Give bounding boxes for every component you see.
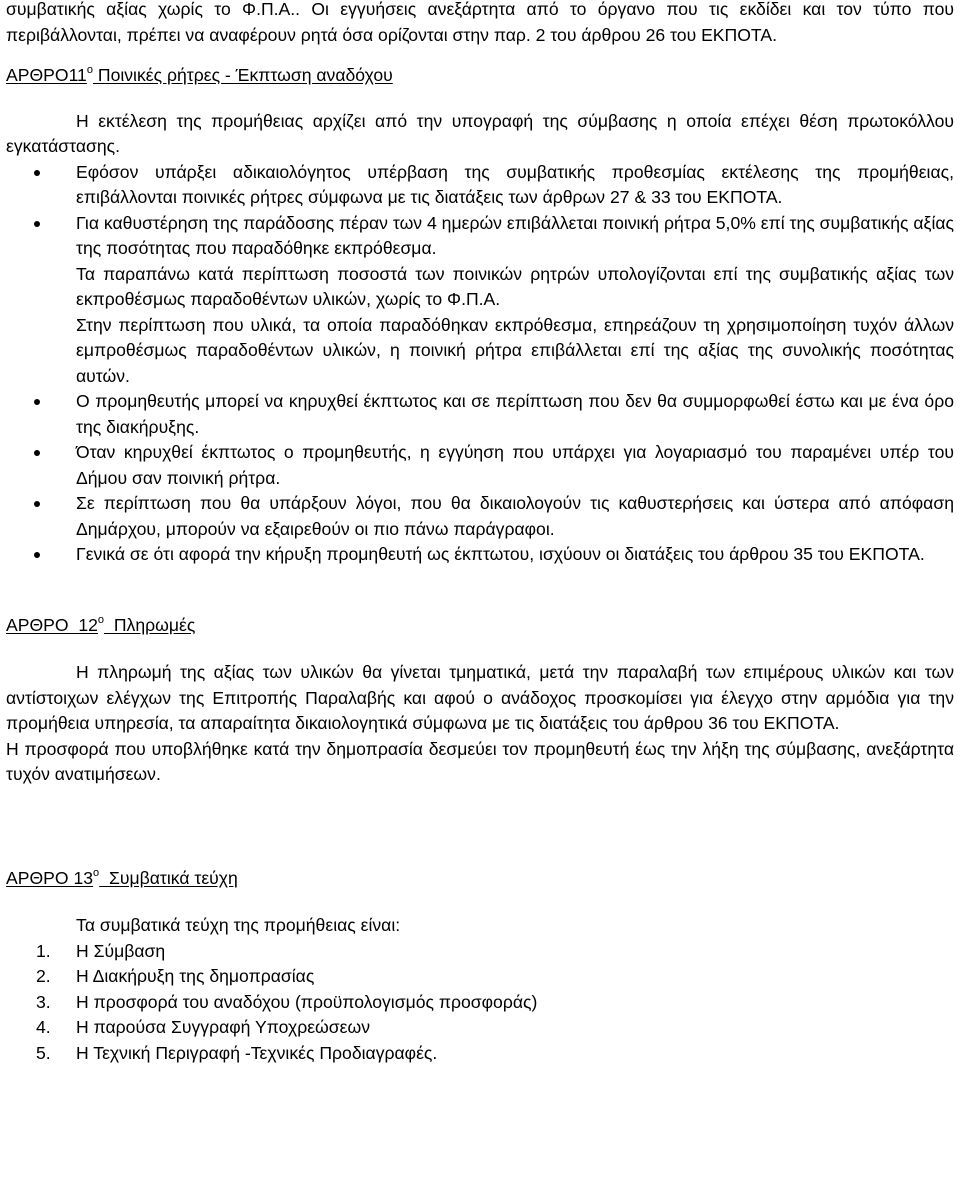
list-item-number: 3. bbox=[36, 991, 51, 1012]
intro-tail-paragraph: συμβατικής αξίας χωρίς το Φ.Π.Α.. Οι εγγυήσεις ανεξάρτητα από το όργανο που τις εκδίδει και τον τύπο που περιβάλλονται, πρέπει να αναφέρουν ρητά όσα ορίζονται στην παρ. 2 του άρθρου 26 του ΕΚΠΟΤΑ. bbox=[6, 0, 954, 45]
bullet-dot-icon bbox=[34, 221, 40, 227]
bullet-item bbox=[6, 211, 954, 262]
article-13-heading-title: Συμβατικά τεύχη bbox=[99, 867, 238, 888]
article-11-intro: Η εκτέλεση της προμήθειας αρχίζει από την υπογραφή της σύμβασης η οποία επέχει θέση πρωτοκόλλου εγκατάστασης. bbox=[6, 110, 954, 156]
article-12-paragraph-2: Η προσφορά που υποβλήθηκε κατά την δημοπρασία δεσμεύει τον προμηθευτή έως την λήξη της σύμβασης, ανεξάρτητα τυχόν ανατιμήσεων. bbox=[6, 738, 954, 784]
bullet-item bbox=[6, 440, 954, 491]
list-item-number: 4. bbox=[36, 1017, 51, 1037]
article-11-heading-ordinal: ο bbox=[86, 64, 93, 76]
article-12-paragraph-1: Η πληρωμή της αξίας των υλικών θα γίνεται τμηματικά, μετά την παραλαβή των επιμέρους υλικών και των αντίστοιχων ελέγχων της Επιτροπής Παραλαβής και αφού ο ανάδοχος προσκομίσει για έλεγχο στην αρμόδια για την προμήθεια υπηρεσία, τα απαραίτητα δικαιολογητικά σύμφωνα με τις διατάξεις του άρθρου 36 του ΕΚΠΟΤΑ. bbox=[6, 662, 954, 733]
article-11-heading bbox=[6, 63, 954, 92]
article-12-heading-prefix: ΑΡΘΡΟ 12 bbox=[6, 614, 98, 635]
article-11-heading-title: Ποινικές ρήτρες - Έκπτωση αναδόχου bbox=[92, 65, 393, 85]
list-item bbox=[6, 964, 954, 990]
article-13-intro: Τα συμβατικά τεύχη της προμήθειας είναι: bbox=[76, 915, 401, 935]
bullet-continuation: Τα παραπάνω κατά περίπτωση ποσοστά των ποινικών ρητρών υπολογίζονται επί της συμβατικής αξίας των εκπροθέσμως παραδοθέντων υλικών, χωρίς το Φ.Π.Α. bbox=[76, 263, 954, 309]
list-item-number: 5. bbox=[36, 1042, 51, 1063]
bullet-continuation: Στην περίπτωση που υλικά, τα οποία παραδόθηκαν εκπρόθεσμα, επηρεάζουν τη χρησιμοποίηση τυχόν άλλων εμπροθέσμως παραδοθέντων υλικών, η ποινική ρήτρα επιβάλλεται επί της αξίας της συνολικής ποσότητας αυτών. bbox=[76, 314, 954, 386]
contract-documents-list bbox=[6, 939, 954, 1067]
bullet-dot-icon bbox=[34, 170, 40, 176]
list-item-text: Η προσφορά του αναδόχου (προϋπολογισμός προσφοράς) bbox=[76, 991, 538, 1012]
list-item bbox=[6, 990, 954, 1016]
bullet-dot-icon bbox=[34, 399, 40, 405]
bullet-item bbox=[6, 160, 954, 211]
bullet-dot-icon bbox=[34, 450, 40, 456]
article-12-heading-title: Πληρωμές bbox=[104, 614, 196, 635]
bullet-text: Εφόσον υπάρξει αδικαιολόγητος υπέρβαση της συμβατικής προθεσμίας εκτέλεσης της προμήθειας, επιβάλλονται ποινικές ρήτρες σύμφωνα με τις διατάξεις των άρθρων 27 & 33 του ΕΚΠΟΤΑ. bbox=[76, 161, 954, 207]
article-12-heading bbox=[6, 613, 954, 642]
bullet-text: Όταν κηρυχθεί έκπτωτος ο προμηθευτής, η εγγύηση που υπάρχει για λογαριασμό του παραμένει υπέρ του Δήμου σαν ποινική ρήτρα. bbox=[76, 442, 954, 488]
article-13-heading-ordinal: ο bbox=[93, 866, 100, 879]
article-13-heading-prefix: ΑΡΘΡΟ 13 bbox=[6, 867, 94, 888]
bullet-item bbox=[6, 542, 954, 568]
bullet-item bbox=[6, 491, 954, 542]
list-item bbox=[6, 939, 954, 965]
list-item-text: Η Τεχνική Περιγραφή -Τεχνικές Προδιαγραφές. bbox=[76, 1042, 438, 1063]
list-item-text: Η Σύμβαση bbox=[76, 940, 166, 961]
section-spacer bbox=[6, 788, 954, 821]
article-11-bullet-list-cont bbox=[6, 389, 954, 568]
bullet-item bbox=[6, 389, 954, 440]
bullet-dot-icon bbox=[34, 552, 40, 558]
document-page bbox=[6, 0, 954, 1066]
article-12-heading-ordinal: ο bbox=[97, 613, 105, 626]
list-item-text: Η Διακήρυξη της δημοπρασίας bbox=[76, 966, 315, 986]
bullet-text: Ο προμηθευτής μπορεί να κηρυχθεί έκπτωτος και σε περίπτωση που δεν θα συμμορφωθεί έστω και με ένα όρο της διακήρυξης. bbox=[76, 391, 954, 437]
bullet-text: Γενικά σε ότι αφορά την κήρυξη προμηθευτή ως έκπτωτου, ισχύουν οι διατάξεις του άρθρου 35 του ΕΚΠΟΤΑ. bbox=[76, 544, 925, 564]
article-13-heading bbox=[6, 866, 954, 895]
bullet-text: Για καθυστέρηση της παράδοσης πέραν των 4 ημερών επιβάλλεται ποινική ρήτρα 5,0% επί της συμβατικής αξίας της ποσότητας που παραδόθηκε εκπρόθεσμα. bbox=[76, 212, 954, 258]
list-item-number: 1. bbox=[36, 940, 51, 961]
list-item-text: Η παρούσα Συγγραφή Υποχρεώσεων bbox=[76, 1017, 371, 1037]
list-item bbox=[6, 1041, 954, 1067]
article-11-bullet-list bbox=[6, 160, 954, 262]
bullet-dot-icon bbox=[34, 501, 40, 507]
article-11-heading-prefix: ΑΡΘΡΟ11 bbox=[6, 65, 87, 85]
bullet-text: Σε περίπτωση που θα υπάρξουν λόγοι, που θα δικαιολογούν τις καθυστερήσεις και ύστερα από απόφαση Δημάρχου, μπορούν να εξαιρεθούν οι πιο πάνω παράγραφοι. bbox=[76, 493, 954, 539]
list-item bbox=[6, 1015, 954, 1041]
list-item-number: 2. bbox=[36, 966, 51, 986]
